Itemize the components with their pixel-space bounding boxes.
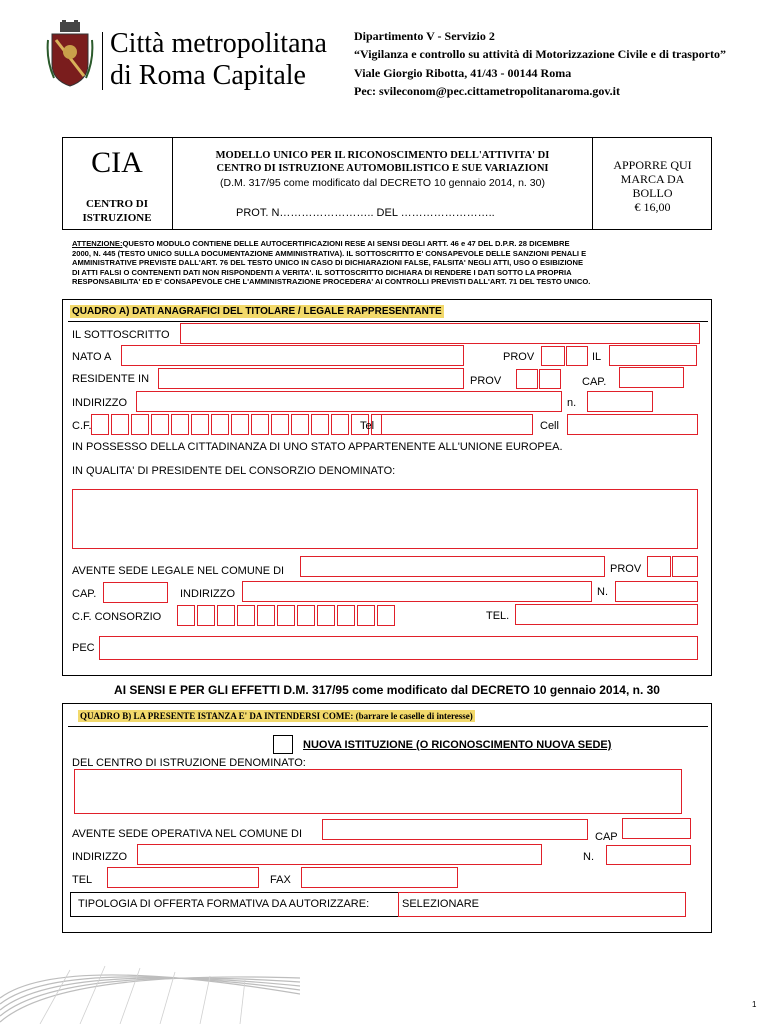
cf-consorzio-cells[interactable]	[177, 605, 397, 626]
stamp-instruction-4: € 16,00	[634, 200, 671, 214]
indirizzo-sede-field[interactable]	[242, 581, 592, 602]
org-name-line1: Città metropolitana	[110, 28, 327, 59]
form-title-1: MODELLO UNICO PER IL RICONOSCIMENTO DELL'ATTIVITA' DI	[215, 150, 550, 161]
stamp-instruction-2: MARCA DA	[620, 172, 685, 186]
tipologia-select[interactable]	[398, 892, 686, 917]
nuova-istituzione-checkbox[interactable]	[273, 735, 293, 754]
nuova-istituzione-label: NUOVA ISTITUZIONE (O RICONOSCIMENTO NUOVA SEDE)	[303, 739, 612, 751]
cell-label: Cell	[540, 420, 559, 432]
res-prov-cell-1[interactable]	[516, 369, 538, 389]
tel-label: Tel	[360, 420, 375, 432]
prov-sede-label: PROV	[610, 563, 642, 575]
sottoscritto-label: IL SOTTOSCRITTO	[72, 329, 170, 341]
quadro-b-title: QUADRO B) LA PRESENTE ISTANZA E' DA INTENDERSI COME: (barrare le caselle di interesse)	[80, 711, 473, 721]
pec-field[interactable]	[99, 636, 698, 660]
cap-operativa-label: CAP	[595, 831, 618, 843]
sede-operativa-field[interactable]	[322, 819, 588, 840]
stamp-instruction-3: BOLLO	[632, 186, 673, 200]
cf-label: C.F.	[72, 420, 92, 432]
form-title-3: (D.M. 317/95 come modificato dal DECRETO 10 gennaio 2014, n. 30)	[220, 177, 545, 189]
nato-a-field[interactable]	[121, 345, 464, 366]
civico-operativa-label: N.	[583, 851, 594, 863]
residente-label: RESIDENTE IN	[72, 373, 150, 385]
form-code-desc-2: ISTRUZIONE	[82, 212, 152, 224]
tel-operativa-field[interactable]	[107, 867, 259, 888]
department-description: “Vigilanza e controllo su attività di Motorizzazione Civile e di trasporto”	[354, 47, 726, 61]
sede-prov-cell-1[interactable]	[647, 556, 671, 577]
cap-label: CAP.	[582, 376, 607, 388]
nato-prov-cell-2[interactable]	[566, 346, 588, 366]
qualita-text: IN QUALITA' DI PRESIDENTE DEL CONSORZIO DENOMINATO:	[72, 465, 396, 477]
warning-text: ATTENZIONE:QUESTO MODULO CONTIENE DELLE AUTOCERTIFICAZIONI RESE AI SENSI DEGLI ARTT. 46 e 47 DEL D.P.R. 28 DICEMBRE 2000, N. 445 (TESTO UNICO SULLA DOCUMENTAZIONE AMMINISTRATIVA). IL SOTTOSCRITTO E' CONSAPEVOLE DELLE SANZIONI PENALI E AMMINISTRATIVE PREVISTE DALL'ART. 76 DEL TESTO UNICO IN CASO DI DICHIARAZIONI FALSE, FALSITA' NEGLI ATTI, USO O ESIBIZIONE DI ATTI FALSI O CONTENENTI DATI NON RISPONDENTI A VERITA'. IL SOTTOSCRITTO DICHIARA DI RENDERE I DATI SOTTO LA PROPRIA RESPONSABILITA' ED E' CONSAPEVOLE CHE L'AMMINISTRAZIONE PROCEDERA' AI CONTROLLI PREVISTI DALL'ART. 71 DEL TESTO UNICO.	[72, 239, 591, 287]
pec-label: PEC	[72, 642, 95, 654]
sottoscritto-field[interactable]	[180, 323, 700, 344]
form-title-2: CENTRO DI ISTRUZIONE AUTOMOBILISTICO E SUE VARIAZIONI	[216, 163, 549, 174]
civico-field[interactable]	[587, 391, 653, 412]
res-prov-cell-2[interactable]	[539, 369, 561, 389]
sede-legale-field[interactable]	[300, 556, 605, 577]
sede-legale-label: AVENTE SEDE LEGALE NEL COMUNE DI	[72, 565, 285, 577]
nato-a-label: NATO A	[72, 351, 112, 363]
logo-divider	[102, 32, 103, 90]
tipologia-label: TIPOLOGIA DI OFFERTA FORMATIVA DA AUTORIZZARE:	[78, 898, 370, 910]
centro-denominazione-field[interactable]	[74, 769, 682, 814]
normative-reference: AI SENSI E PER GLI EFFETTI D.M. 317/95 come modificato dal DECRETO 10 gennaio 2014, n. 30	[114, 683, 660, 697]
civico-sede-label: N.	[597, 586, 608, 598]
department-address: Viale Giorgio Ribotta, 41/43 - 00144 Roma	[354, 66, 572, 80]
fax-operativa-field[interactable]	[301, 867, 458, 888]
quadro-a-title: QUADRO A) DATI ANAGRAFICI DEL TITOLARE / LEGALE RAPPRESENTANTE	[72, 306, 442, 317]
civico-sede-field[interactable]	[615, 581, 698, 602]
indirizzo-operativa-label: INDIRIZZO	[72, 851, 127, 863]
cittadinanza-text: IN POSSESSO DELLA CITTADINANZA DI UNO STATO APPARTENENTE ALL'UNIONE EUROPEA.	[72, 441, 563, 453]
coat-of-arms-logo	[46, 20, 94, 88]
prov-residenza-label: PROV	[470, 375, 502, 387]
indirizzo-label: INDIRIZZO	[72, 397, 127, 409]
indirizzo-field[interactable]	[136, 391, 562, 412]
tel-consorzio-field[interactable]	[515, 604, 698, 625]
tel-consorzio-label: TEL.	[486, 610, 510, 622]
nato-prov-cell-1[interactable]	[541, 346, 565, 366]
indirizzo-sede-label: INDIRIZZO	[180, 588, 235, 600]
fax-operativa-label: FAX	[270, 874, 291, 886]
protocol-number: PROT. N…………………….. DEL ……………………..	[236, 207, 495, 219]
tipologia-select-value: SELEZIONARE	[402, 898, 480, 910]
il-label: IL	[592, 351, 602, 363]
cap-sede-label: CAP.	[72, 588, 97, 600]
footer-swoosh-decoration	[0, 950, 300, 1024]
sede-operativa-label: AVENTE SEDE OPERATIVA NEL COMUNE DI	[72, 828, 303, 840]
centro-denominato-label: DEL CENTRO DI ISTRUZIONE DENOMINATO:	[72, 757, 306, 769]
org-name-line2: di Roma Capitale	[110, 60, 306, 91]
cap-field[interactable]	[619, 367, 684, 388]
residente-field[interactable]	[158, 368, 464, 389]
consorzio-denominazione-field[interactable]	[72, 489, 698, 549]
stamp-instruction-1: APPORRE QUI	[613, 158, 692, 172]
department-pec: Pec: svileconom@pec.cittametropolitanaroma.gov.it	[354, 84, 620, 98]
tel-field[interactable]	[381, 414, 533, 435]
cf-consorzio-label: C.F. CONSORZIO	[72, 611, 162, 623]
civico-operativa-field[interactable]	[606, 845, 691, 865]
cell-field[interactable]	[567, 414, 698, 435]
form-code: CIA	[91, 146, 143, 179]
data-nascita-field[interactable]	[609, 345, 697, 366]
indirizzo-operativa-field[interactable]	[137, 844, 542, 865]
civico-label: n.	[567, 397, 577, 409]
warning-label: ATTENZIONE:	[72, 239, 123, 248]
department: Dipartimento V - Servizio 2	[354, 29, 495, 43]
cap-operativa-field[interactable]	[622, 818, 691, 839]
cap-sede-field[interactable]	[103, 582, 168, 603]
quadro-a-title-rule	[68, 321, 708, 322]
page-number: 1	[752, 1000, 757, 1009]
prov-label: PROV	[503, 351, 535, 363]
quadro-b-title-rule	[68, 726, 708, 727]
tel-operativa-label: TEL	[72, 874, 93, 886]
form-code-desc-1: CENTRO DI	[85, 198, 149, 210]
sede-prov-cell-2[interactable]	[672, 556, 698, 577]
